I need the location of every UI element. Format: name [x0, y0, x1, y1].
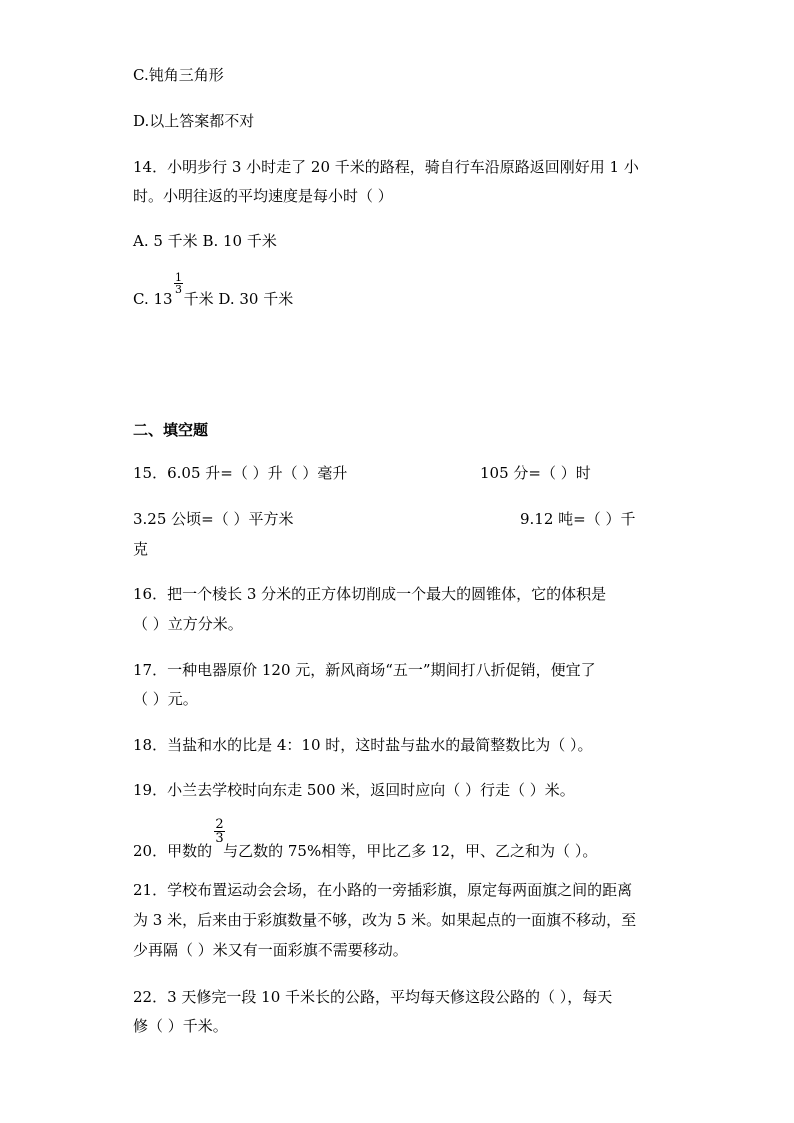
question-19: 19．小兰去学校时向东走 500 米，返回时应向（ ）行走（ ）米。: [133, 781, 575, 799]
question-15-part-1: 15．6.05 升=（ ）升（ ）毫升: [133, 464, 348, 482]
question-20-prefix: 20．甲数的: [133, 842, 213, 860]
question-15-part-4-wrap: 克: [133, 540, 149, 558]
question-20-suffix: 与乙数的 75%相等，甲比乙多 12，甲、乙之和为（ ）。: [223, 842, 598, 860]
question-14-options-ab: A. 5 千米 B. 10 千米: [133, 232, 277, 250]
question-22-line-2: 修（ ）千米。: [133, 1017, 228, 1035]
question-14-line-2: 时。小明往返的平均速度是每小时（ ）: [133, 187, 393, 205]
question-21-line-2: 为 3 米，后来由于彩旗数量不够，改为 5 米。如果起点的一面旗不移动，至: [133, 911, 637, 929]
question-17-line-2: （ ）元。: [133, 690, 198, 708]
section-title: 二、填空题: [133, 421, 209, 439]
option-c-suffix: 千米 D. 30 千米: [183, 290, 294, 308]
option-c: C.钝角三角形: [133, 66, 224, 84]
fraction-numerator: 1: [175, 271, 182, 284]
question-16-line-2: （ ）立方分米。: [133, 615, 243, 633]
question-21-line-1: 21．学校布置运动会会场，在小路的一旁插彩旗，原定每两面旗之间的距离: [133, 881, 633, 899]
question-14-options-cd: [133, 290, 293, 308]
question-15-part-4: 9.12 吨=（ ）千: [520, 510, 636, 528]
question-22-line-1: 22．3 天修完一段 10 千米长的公路，平均每天修这段公路的（ ），每天: [133, 988, 613, 1006]
fraction-numerator: 2: [215, 817, 224, 832]
question-15-part-2: 105 分=（ ）时: [480, 464, 591, 482]
option-c-prefix: C. 13: [133, 290, 173, 308]
question-17-line-1: 17．一种电器原价 120 元，新风商场“五一”期间打八折促销，便宜了: [133, 661, 596, 679]
fraction-one-third: [174, 272, 183, 295]
question-20-line: [133, 842, 597, 860]
question-14-line-1: 14．小明步行 3 小时走了 20 千米的路程，骑自行车沿原路返回刚好用 1 小: [133, 158, 639, 176]
question-21-line-3: 少再隔（ ）米又有一面彩旗不需要移动。: [133, 941, 408, 959]
fraction-two-thirds: [214, 818, 225, 845]
question-15-part-3: 3.25 公顷=（ ）平方米: [133, 510, 294, 528]
question-16-line-1: 16．把一个棱长 3 分米的正方体切削成一个最大的圆锥体，它的体积是: [133, 585, 607, 603]
question-18: 18．当盐和水的比是 4：10 时，这时盐与盐水的最简整数比为（ ）。: [133, 736, 593, 754]
fraction-denominator: 3: [215, 831, 224, 846]
fraction-denominator: 3: [175, 283, 182, 296]
option-d: D.以上答案都不对: [133, 112, 255, 130]
